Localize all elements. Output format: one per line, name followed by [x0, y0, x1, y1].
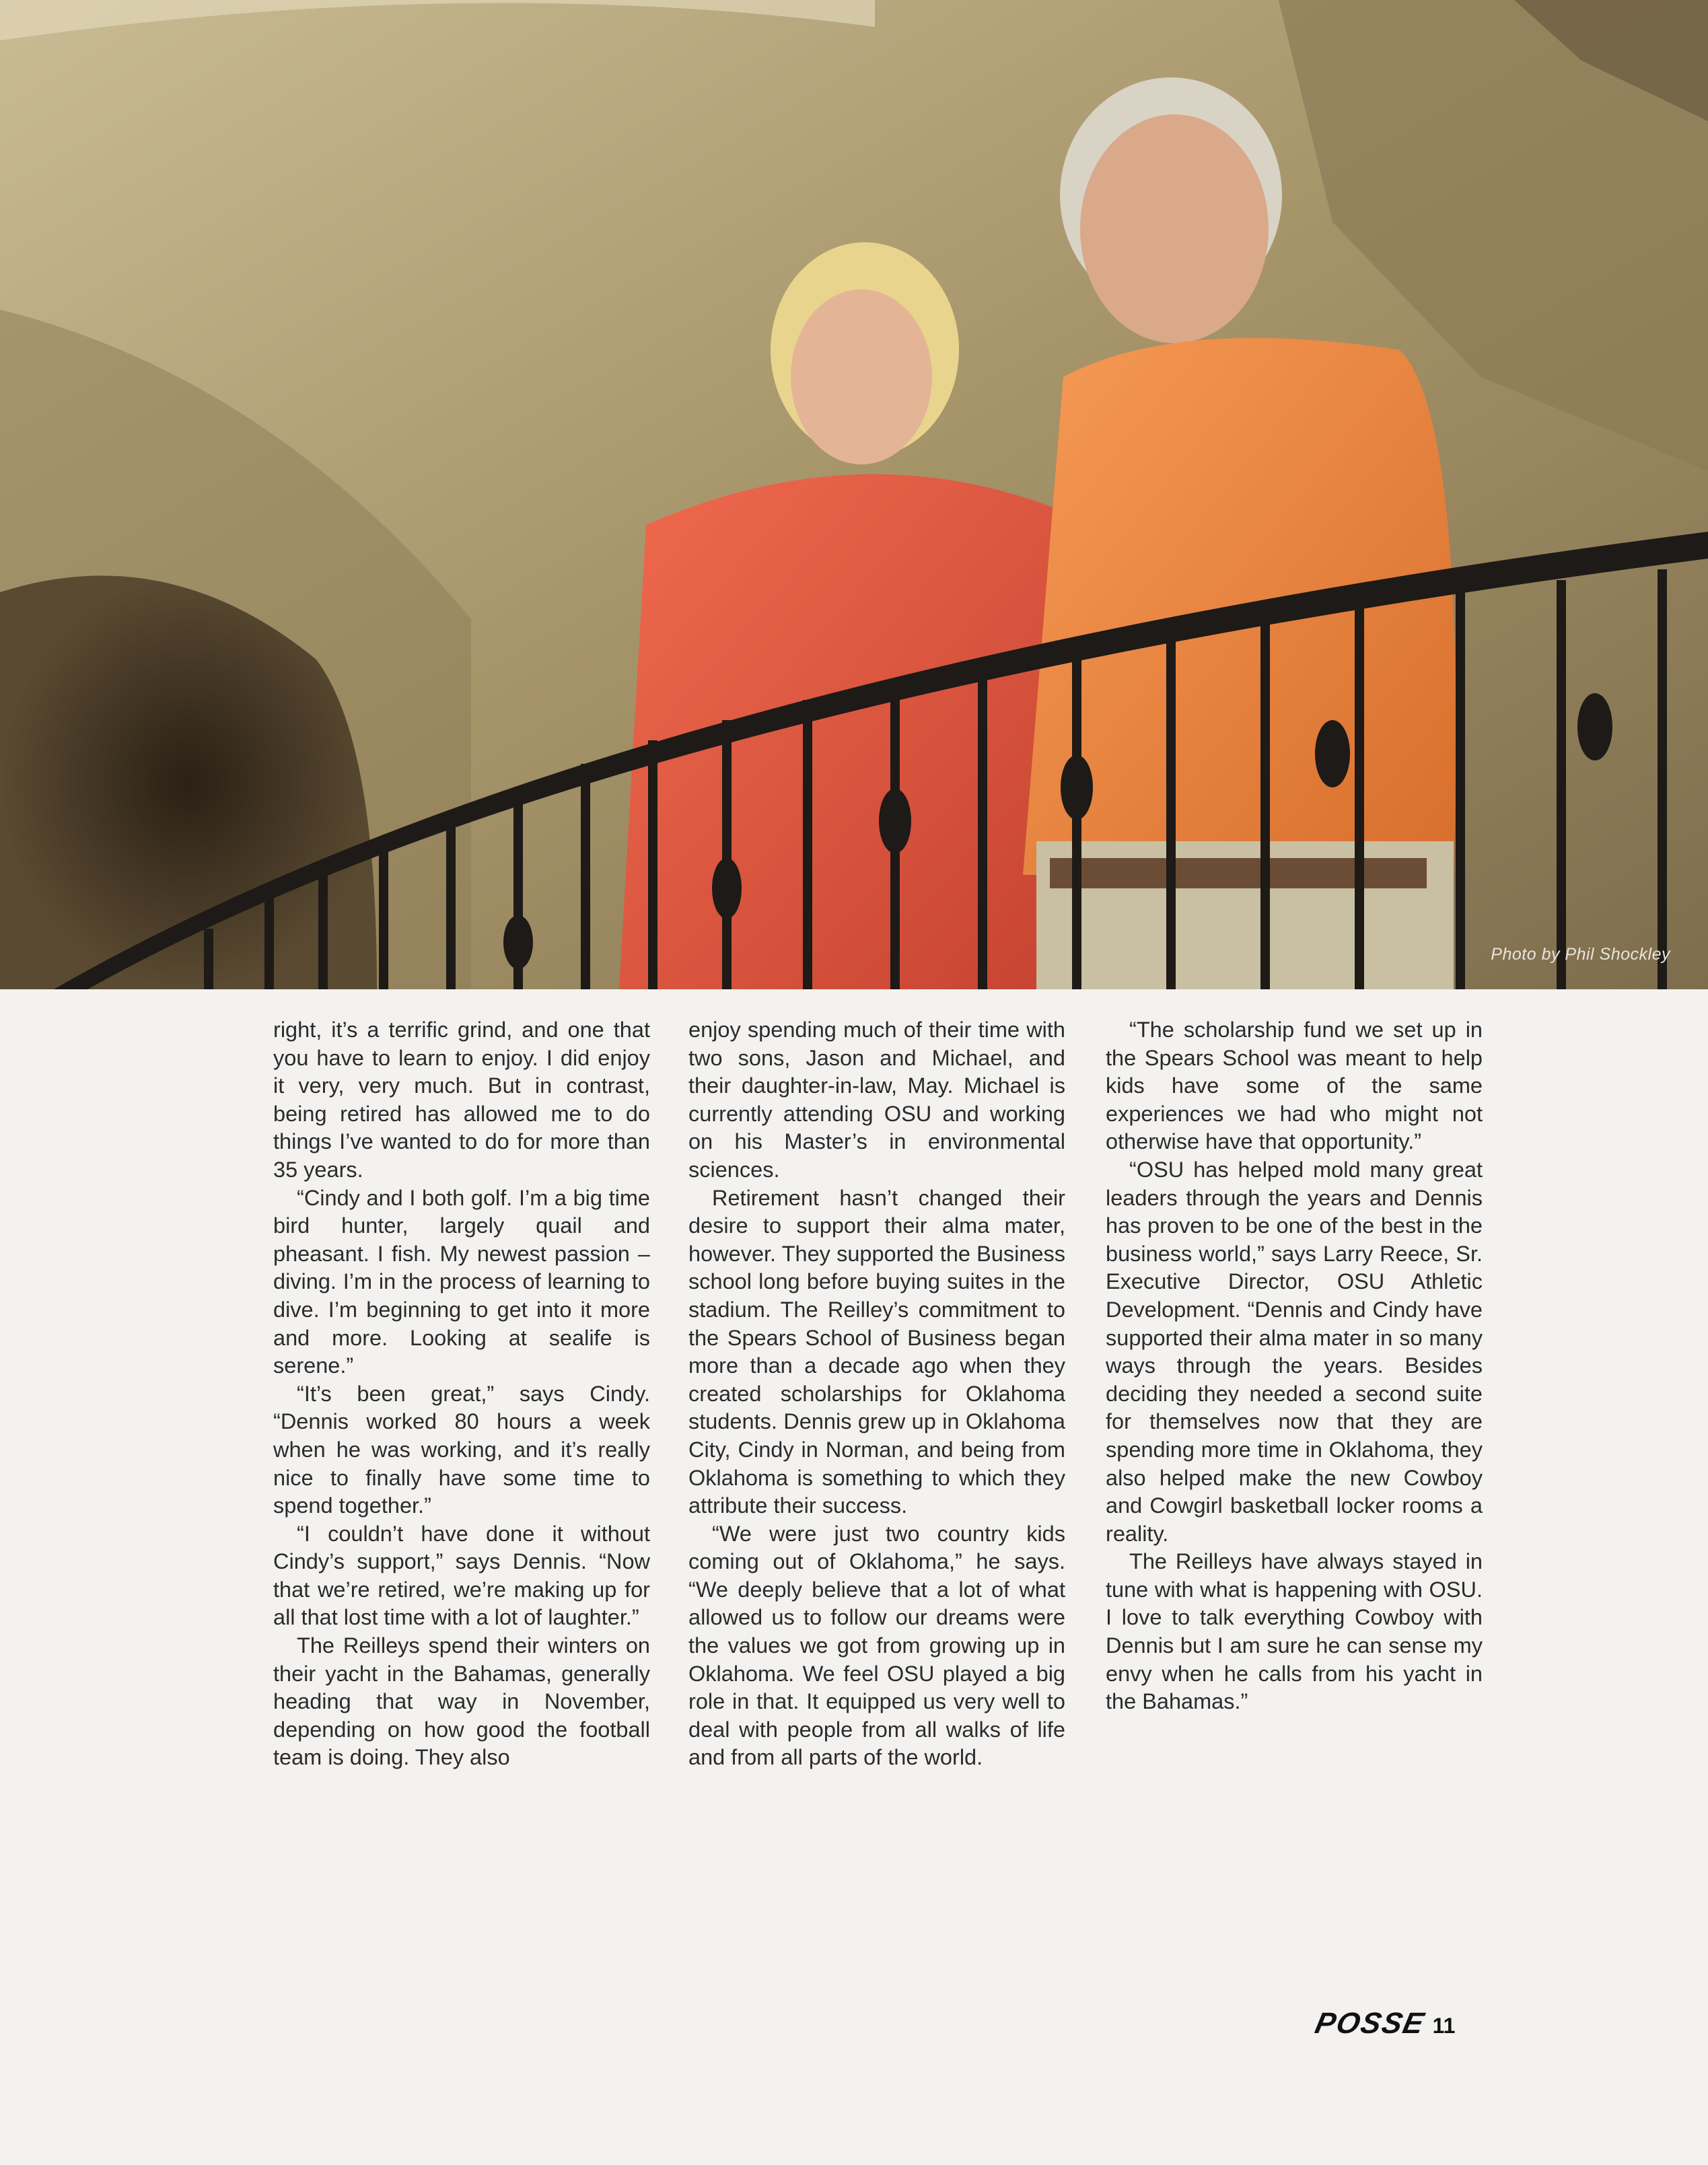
photo-credit: Photo by Phil Shockley — [1491, 945, 1670, 964]
page-number: 11 — [1432, 2014, 1456, 2038]
paragraph: “OSU has helped mold many great leaders through the years and Dennis has proven to be one of the best in the business world,” says Larry Reece, Sr. Executive Director, OSU Athletic Development. “Dennis and Cindy have supported their alma mater in so many ways through the years. Besides deciding they needed a second suite for themselves now that they are spending more time in Oklahoma, they also helped make the new Cowboy and Cowgirl basketball locker rooms a reality. — [1106, 1157, 1483, 1546]
paragraph: “Cindy and I both golf. I’m a big time bird hunter, largely quail and pheasant. I fish. My newest passion – diving. I’m in the process of learning to dive. I’m beginning to get into it more and more. Looking at sealife is serene.” — [273, 1185, 650, 1378]
paragraph: “We were just two country kids coming out of Oklahoma,” he says. “We deeply believe that a lot of what allowed us to follow our dreams were the values we got from growing up in Oklahoma. We feel OSU played a big role in that. It equipped us very well to deal with people from all walks of life and from all parts of the world. — [688, 1521, 1065, 1770]
paragraph: The Reilleys have always stayed in tune with what is happening with OSU. I love to talk everything Cowboy with Dennis but I am sure he can sense my envy when he calls from his yacht in the Bahamas.” — [1106, 1549, 1483, 1714]
article-column-3 — [1106, 1016, 1483, 1716]
paragraph: “I couldn’t have done it without Cindy’s support,” says Dennis. “Now that we’re retired, we’re making up for all that lost time with a lot of laughter.” — [273, 1521, 650, 1630]
paragraph: Retirement hasn’t changed their desire to support their alma mater, however. They supported the Business school long before buying suites in the stadium. The Reilley’s commitment to the Spears School of Business began more than a decade ago when they created scholarships for Oklahoma students. Dennis grew up in Oklahoma City, Cindy in Norman, and being from Oklahoma is something to which they attribute their success. — [688, 1185, 1065, 1518]
feature-photo — [0, 0, 1708, 989]
paragraph: “It’s been great,” says Cindy. “Dennis worked 80 hours a week when he was working, and it’s really nice to finally have some time to spend together.” — [273, 1381, 650, 1518]
paragraph: The Reilleys spend their winters on their yacht in the Bahamas, generally heading that way in November, depending on how good the football team is doing. They also — [273, 1633, 650, 1770]
article-column-1 — [273, 1016, 650, 1772]
magazine-logo: POSSE — [1312, 2007, 1428, 2040]
paragraph: right, it’s a terrific grind, and one that you have to learn to enjoy. I did enjoy it very, very much. But in contrast, being retired has allowed me to do things I’ve wanted to do for more than 35 years. — [273, 1018, 650, 1182]
photo-illustration — [0, 0, 1708, 989]
page-footer — [1312, 2007, 1456, 2040]
article-column-2 — [688, 1016, 1065, 1772]
paragraph: “The scholarship fund we set up in the Spears School was meant to help kids have some of the same experiences we had who might not otherwise have that opportunity.” — [1106, 1018, 1483, 1154]
paragraph: enjoy spending much of their time with two sons, Jason and Michael, and their daughter-in-law, May. Michael is currently attending OSU and working on his Master’s in environmental sciences. — [688, 1018, 1065, 1182]
